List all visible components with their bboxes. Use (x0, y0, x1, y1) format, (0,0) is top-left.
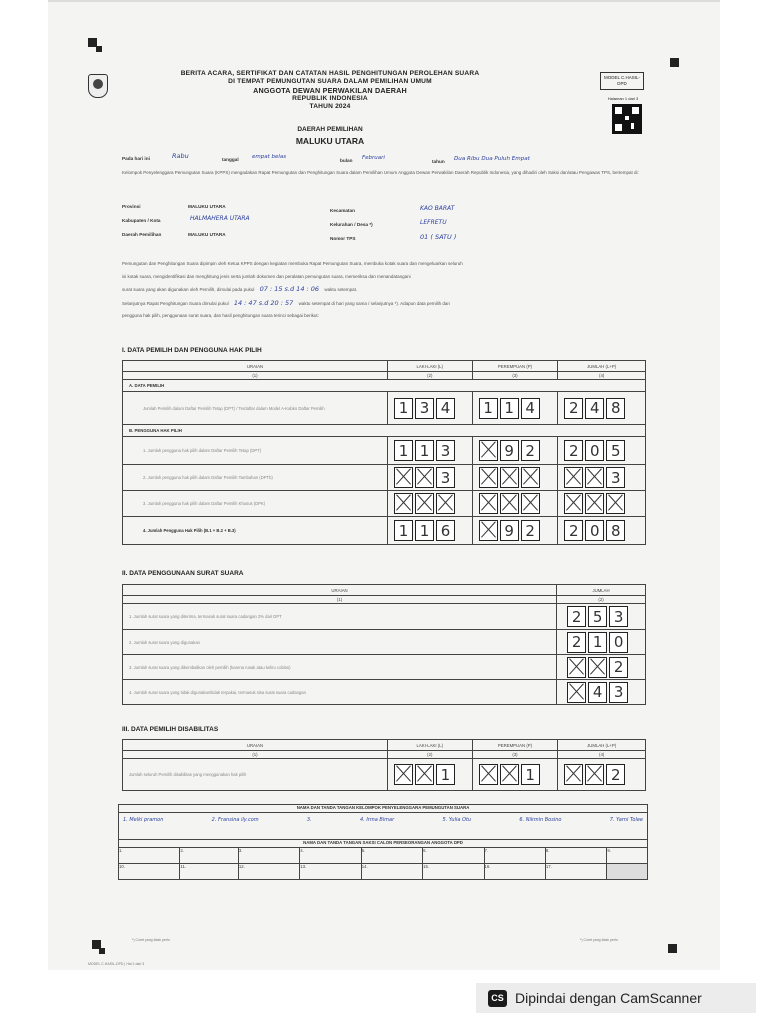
row-description: 1. Jumlah surat suara yang diterima, termasuk surat suara cadangan 2% dari DPT (123, 604, 557, 630)
col-index: (4) (558, 751, 646, 759)
col-index: (1) (123, 372, 388, 380)
col-index: (4) (558, 372, 646, 380)
district-label: Kecamatan (330, 208, 356, 213)
digit-box: 2 (564, 520, 583, 541)
procedure-line: waktu setempat di hari yang sama / selanjutnya *). Adapun data pemilih dan (298, 300, 450, 306)
kpps-heading: NAMA DAN TANDA TANGAN KELOMPOK PENYELENGGARA PEMUNGUTAN SUARA (119, 805, 648, 813)
kpps-signature: 1. Melki pramon (123, 817, 164, 823)
crossed-digit-box (564, 467, 583, 488)
registration-mark (670, 58, 679, 67)
crossed-digit-box (415, 467, 434, 488)
procedure-paragraph (122, 258, 652, 323)
saksi-cell-filled (607, 864, 648, 880)
province-value: MALUKU UTARA (188, 204, 226, 209)
section-a-label: A. DATA PEMILIH (123, 380, 646, 392)
digit-box: 2 (609, 657, 628, 678)
col-index: (2) (387, 751, 472, 759)
digit-box: 3 (609, 682, 628, 703)
digit-box: 9 (500, 520, 519, 541)
saksi-cell: 3. (238, 848, 299, 864)
region-name: MALUKU UTARA (295, 136, 365, 146)
top-rule (48, 0, 720, 2)
footer-bottom: MODEL C.HASIL-DPD | Hal 1 dari 3 (88, 962, 145, 966)
col-perempuan: PEREMPUAN (P) (472, 361, 558, 372)
crossed-digit-box (479, 440, 498, 461)
saksi-cell: 12. (238, 864, 299, 880)
crossed-digit-box (500, 764, 519, 785)
signature-table (118, 804, 648, 880)
year-value: Dua Ribu Dua Puluh Empat (454, 156, 530, 162)
digit-box: 1 (521, 764, 540, 785)
digit-box: 2 (521, 440, 540, 461)
digit-box: 1 (415, 520, 434, 541)
col-index: (1) (123, 596, 557, 604)
model-badge: MODEL C.HASIL-DPD (600, 72, 644, 90)
saksi-cell: 16. (484, 864, 545, 880)
dapil-value: MALUKU UTARA (188, 232, 226, 237)
saksi-cell: 8. (545, 848, 606, 864)
digit-boxes (567, 632, 645, 653)
col-uraian: URAIAN (123, 585, 557, 596)
digit-boxes (567, 657, 645, 678)
digit-box: 1 (415, 440, 434, 461)
digit-box: 2 (606, 764, 625, 785)
procedure-line: waktu setempat. (324, 287, 358, 292)
digit-boxes (394, 440, 472, 461)
digit-box: 9 (500, 440, 519, 461)
saksi-row (119, 848, 648, 864)
counting-time: 14 : 47 s.d 20 : 57 (233, 298, 294, 307)
digit-boxes (394, 493, 472, 514)
crossed-digit-box (564, 493, 583, 514)
crossed-digit-box (479, 467, 498, 488)
digit-boxes (567, 682, 645, 703)
row-description: 4. Jumlah surat suara yang tidak digunakan/tidak terpakai, termasuk sisa surat suara cadangan (123, 680, 557, 705)
digit-box: 0 (585, 520, 604, 541)
saksi-cell: 14. (361, 864, 422, 880)
section-b-label: B. PENGGUNA HAK PILIH (123, 425, 646, 437)
digit-boxes (564, 467, 645, 488)
kpps-signature: 5. Yulia Otu (442, 817, 472, 823)
registration-mark (99, 948, 105, 954)
procedure-line: pengguna hak pilih, penggunaan surat suara, dan hasil penghitungan suara terinci sebagai berikut: (122, 313, 319, 318)
col-index: (1) (123, 751, 388, 759)
sheet-number: Halaman 1 dari 3 (607, 96, 639, 101)
digit-boxes (564, 398, 645, 419)
camscanner-text: Dipindai dengan CamScanner (515, 990, 702, 1006)
date-value: empat belas (252, 154, 287, 160)
digit-boxes (567, 606, 645, 627)
day-label: Pada hari ini (122, 156, 150, 161)
digit-box: 2 (564, 398, 583, 419)
digit-box: 1 (500, 398, 519, 419)
digit-box: 2 (567, 606, 586, 627)
voter-data-table (122, 360, 646, 545)
footer-left: *) Coret yang tidak perlu (132, 938, 170, 942)
digit-box: 0 (609, 632, 628, 653)
crossed-digit-box (564, 764, 583, 785)
tps-value: 01 ( SATU ) (420, 233, 457, 241)
crossed-digit-box (521, 493, 540, 514)
digit-box: 3 (609, 606, 628, 627)
row-description: 3. Jumlah surat suara yang dikembalikan oleh pemilih (karena rusak atau keliru coblos) (123, 655, 557, 680)
digit-boxes (394, 398, 472, 419)
digit-boxes (394, 764, 472, 785)
col-uraian: URAIAN (123, 740, 388, 751)
col-perempuan: PEREMPUAN (P) (472, 740, 558, 751)
row-description: 3. Jumlah pengguna hak pilih dalam Daftar Pemilih Khusus (DPK) (123, 491, 388, 517)
digit-boxes (564, 764, 645, 785)
col-index: (2) (387, 372, 472, 380)
saksi-cell: 9. (607, 848, 648, 864)
crossed-digit-box (500, 493, 519, 514)
regency-label: Kabupaten / Kota (122, 218, 161, 223)
row-description: Jumlah Pemilih dalam Daftar Pemilih Tetap (DPT) / Terdaftar dalam Model A-Kabko Daftar Pemilih (123, 392, 388, 425)
title-line: DI TEMPAT PEMUNGUTAN SUARA DALAM PEMILIHAN UMUM (228, 78, 432, 86)
digit-boxes (479, 398, 558, 419)
digit-boxes (479, 520, 558, 541)
col-laki: LAKI-LAKI (L) (387, 361, 472, 372)
digit-box: 4 (521, 398, 540, 419)
crossed-digit-box (394, 467, 413, 488)
crossed-digit-box (394, 493, 413, 514)
procedure-line: isi kotak suara, mengidentifikasi dan menghitung jenis serta jumlah dokumen dan peralatan pemungutan suara, memeriksa dan menandatangani (122, 273, 411, 279)
tps-label: Nomor TPS (330, 236, 356, 241)
saksi-heading: NAMA DAN TANDA TANGAN SAKSI CALON PERSEORANGAN ANGGOTA DPD (119, 840, 648, 848)
kpu-logo (88, 74, 108, 98)
opening-statement: Kelompok Penyelenggara Pemungutan Suara (KPPS) mengadakan Rapat Pemungutan dan Penghitungan Suara dalam Pemilihan Umum Anggota Dewan Perwakilan Daerah Republik Indonesia, yang dihadiri oleh Saksi dan/atau Pengawas TPS, bertempat di: (122, 170, 639, 175)
digit-boxes (564, 440, 645, 461)
digit-box: 2 (567, 632, 586, 653)
crossed-digit-box (479, 520, 498, 541)
saksi-cell: 4. (300, 848, 361, 864)
voting-time: 07 : 15 s.d 14 : 06 (259, 285, 320, 293)
digit-box: 1 (394, 440, 413, 461)
title-line: ANGGOTA DEWAN PERWAKILAN DAERAH (253, 85, 407, 95)
col-uraian: URAIAN (123, 361, 388, 372)
saksi-cell: 5. (361, 848, 422, 864)
crossed-digit-box (415, 764, 434, 785)
section-1-heading: I. DATA PEMILIH DAN PENGGUNA HAK PILIH (122, 347, 262, 354)
digit-box: 2 (564, 440, 583, 461)
form-title (150, 70, 510, 111)
month-value: Februari (362, 155, 385, 161)
digit-boxes (394, 520, 472, 541)
saksi-cell: 15. (423, 864, 484, 880)
disability-table (122, 739, 646, 791)
procedure-line: surat suara yang akan digunakan oleh Pemilih, dimulai pada pukul (122, 287, 255, 292)
year-label: tahun (432, 159, 445, 164)
region-label: DAERAH PEMILIHAN (297, 126, 363, 133)
row-description: 1. Jumlah pengguna hak pilih dalam Daftar Pemilih Tetap (DPT) (123, 437, 388, 465)
digit-boxes (479, 493, 558, 514)
procedure-line: Pemungutan dan Penghitungan Suara dipimpin oleh Ketua KPPS dengan kegiatan membuka Rapat Pemungutan Suara, membuka kotak suara dan mengeluarkan seluruh (122, 261, 463, 266)
regency-value: HALMAHERA UTARA (190, 215, 250, 222)
ballot-usage-table (122, 584, 646, 705)
digit-box: 2 (521, 520, 540, 541)
digit-box: 0 (585, 440, 604, 461)
digit-box: 4 (588, 682, 607, 703)
col-index: (3) (472, 372, 558, 380)
digit-box: 3 (436, 467, 455, 488)
col-laki: LAKI-LAKI (L) (387, 740, 472, 751)
digit-box: 5 (588, 606, 607, 627)
saksi-cell: 7. (484, 848, 545, 864)
row-description: 4. Jumlah Pengguna Hak Pilih (B.1 + B.2 + B.3) (123, 517, 388, 545)
col-jumlah: JUMLAH (557, 585, 646, 596)
footer-right: *) Coret yang tidak perlu (580, 938, 618, 942)
title-line: REPUBLIK INDONESIA (292, 94, 368, 102)
section-2-heading: II. DATA PENGGUNAAN SURAT SUARA (122, 570, 244, 577)
digit-boxes (479, 467, 558, 488)
digit-boxes (479, 764, 558, 785)
col-jumlah: JUMLAH (L+P) (558, 361, 646, 372)
crossed-digit-box (585, 764, 604, 785)
digit-boxes (564, 520, 645, 541)
row-description: Jumlah seluruh Pemilih disabilitas yang menggunakan hak pilih (123, 759, 388, 791)
saksi-cell: 2. (180, 848, 238, 864)
village-label: Kelurahan / Desa *) (330, 222, 373, 227)
digit-box: 8 (606, 398, 625, 419)
camscanner-badge (476, 983, 756, 1013)
digit-boxes (479, 440, 558, 461)
digit-box: 1 (394, 398, 413, 419)
procedure-line: Selanjutnya Rapat Penghitungan Suara dimulai pukul (122, 300, 229, 306)
col-index: (2) (557, 596, 646, 604)
digit-box: 4 (585, 398, 604, 419)
crossed-digit-box (588, 657, 607, 678)
kpps-signature: 4. Irma Bimar (359, 817, 395, 823)
kpps-signatures (123, 817, 643, 823)
camscanner-icon: CS (488, 990, 507, 1007)
kpps-signature: 3. (306, 817, 312, 823)
title-line: TAHUN 2024 (309, 103, 351, 111)
crossed-digit-box (415, 493, 434, 514)
crossed-digit-box (479, 493, 498, 514)
digit-box: 8 (606, 520, 625, 541)
crossed-digit-box (585, 467, 604, 488)
qr-code-icon (612, 104, 642, 134)
village-value: LEFRETU (420, 219, 447, 226)
day-value: Rabu (172, 152, 189, 160)
digit-box: 1 (436, 764, 455, 785)
digit-box: 6 (436, 520, 455, 541)
kpps-signature: 7. Yarni Tolee (609, 817, 643, 823)
saksi-cell: 6. (423, 848, 484, 864)
crossed-digit-box (521, 467, 540, 488)
kpps-signature: 2. Fransina ily.com (211, 817, 259, 823)
title-line: BERITA ACARA, SERTIFIKAT DAN CATATAN HASIL PENGHITUNGAN PEROLEHAN SUARA (180, 70, 480, 77)
row-description: 2. Jumlah surat suara yang digunakan (123, 630, 557, 655)
digit-box: 5 (606, 440, 625, 461)
crossed-digit-box (567, 657, 586, 678)
digit-boxes (394, 467, 472, 488)
registration-mark (668, 944, 677, 953)
saksi-cell: 11. (180, 864, 238, 880)
digit-box: 1 (394, 520, 413, 541)
crossed-digit-box (479, 764, 498, 785)
saksi-cell: 13. (300, 864, 361, 880)
registration-mark (96, 46, 102, 52)
col-jumlah: JUMLAH (L+P) (558, 740, 646, 751)
col-index: (3) (472, 751, 558, 759)
digit-box: 3 (606, 467, 625, 488)
crossed-digit-box (606, 493, 625, 514)
digit-box: 3 (436, 440, 455, 461)
section-3-heading: III. DATA PEMILIH DISABILITAS (122, 726, 219, 733)
saksi-cell: 1. (119, 848, 180, 864)
date-label: tanggal (222, 157, 239, 162)
digit-boxes (564, 493, 645, 514)
district-value: KAO BARAT (420, 205, 455, 212)
digit-box: 4 (436, 398, 455, 419)
dapil-label: Daerah Pemilihan (122, 232, 162, 237)
saksi-cell: 10. (119, 864, 180, 880)
province-label: Provinsi (122, 204, 141, 209)
digit-box: 1 (588, 632, 607, 653)
crossed-digit-box (500, 467, 519, 488)
crossed-digit-box (394, 764, 413, 785)
saksi-cell: 17. (545, 864, 606, 880)
crossed-digit-box (436, 493, 455, 514)
row-description: 2. Jumlah pengguna hak pilih dalam Daftar Pemilih Tambahan (DPTb) (123, 465, 388, 491)
kpps-signature: 6. Nikmin Bosino (519, 817, 562, 823)
crossed-digit-box (567, 682, 586, 703)
digit-box: 3 (415, 398, 434, 419)
crossed-digit-box (585, 493, 604, 514)
digit-box: 1 (479, 398, 498, 419)
saksi-row (119, 864, 648, 880)
month-label: bulan (340, 158, 353, 163)
